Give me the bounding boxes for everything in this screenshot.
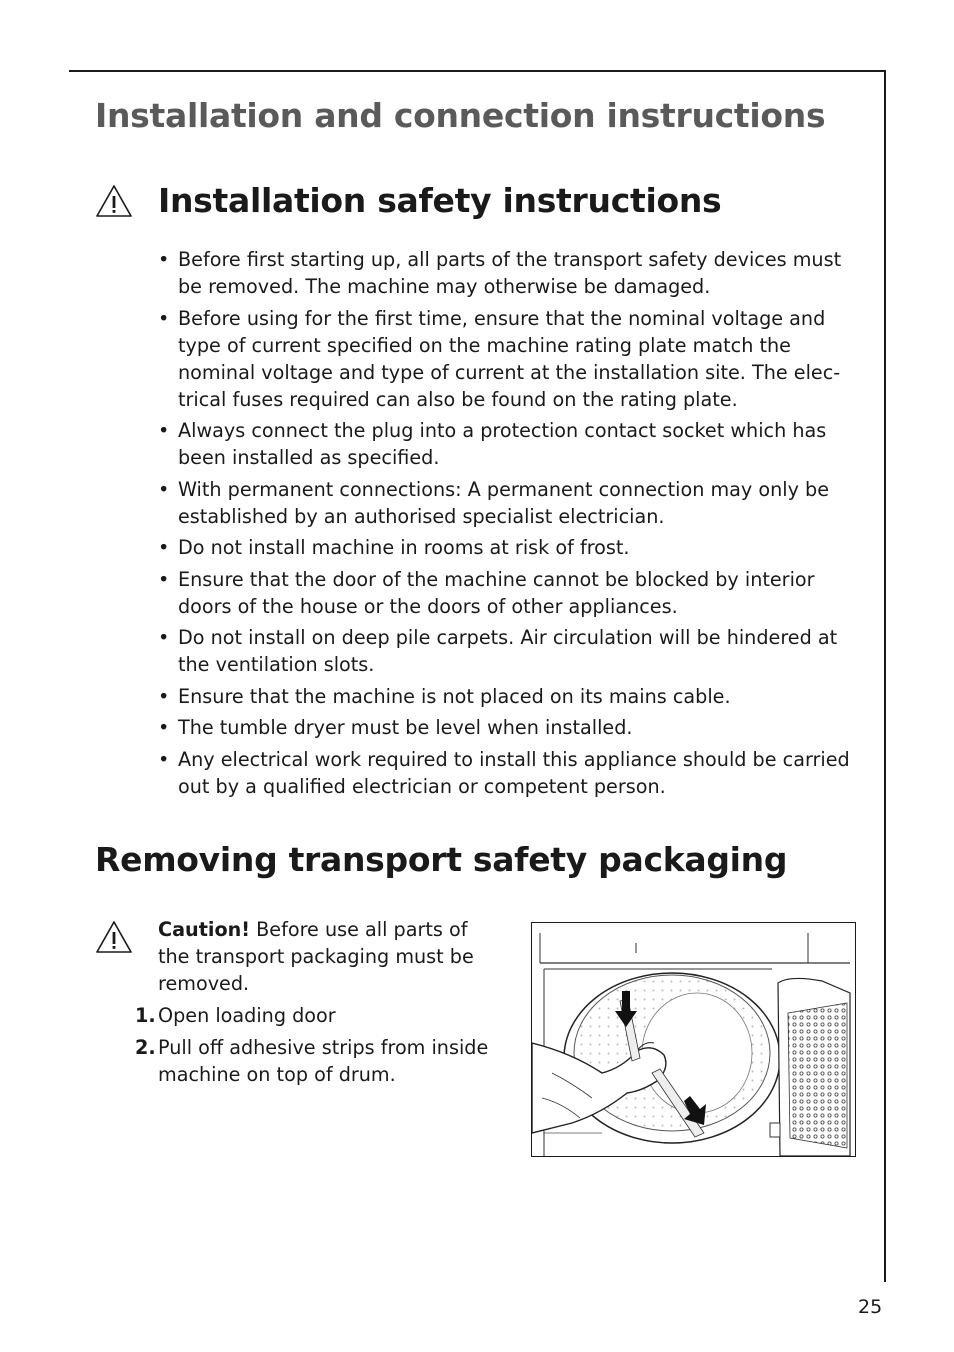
dryer-drum-illustration	[532, 923, 855, 1156]
step-text: Open loading door	[158, 1004, 336, 1027]
list-item: • Ensure that the machine is not placed on its mains cable.	[158, 683, 860, 710]
steps-list	[126, 1002, 516, 1092]
list-item: • Any electrical work required to install this appliance should be carried out by a qualified electrician or competent person.	[158, 746, 860, 800]
illustration-drum	[531, 922, 856, 1157]
top-rule	[69, 70, 886, 72]
list-item: • Do not install machine in rooms at risk of frost.	[158, 534, 860, 561]
caution-text: Before use all parts of the transport packaging must be removed.	[158, 918, 474, 995]
warning-triangle-icon	[95, 920, 133, 954]
page-number: 25	[858, 1296, 883, 1318]
step-text: Pull off adhesive strips from inside machine on top of drum.	[158, 1035, 489, 1086]
section-title: Installation and connection instructions	[95, 96, 826, 135]
step-number: 1.	[135, 1004, 156, 1027]
removing-heading: Removing transport safety packaging	[95, 840, 788, 879]
step-item	[126, 1034, 516, 1088]
list-item: • Ensure that the door of the machine cannot be blocked by interior doors of the house or the doors of other appliances.	[158, 566, 860, 620]
safety-heading: Installation safety instructions	[158, 181, 722, 220]
caution-label: Caution!	[158, 918, 251, 941]
list-item: • The tumble dryer must be level when installed.	[158, 714, 860, 741]
right-rule	[884, 70, 886, 1282]
list-item: • Before first starting up, all parts of the transport safety devices must be removed. The machine may otherwise be damaged.	[158, 246, 860, 300]
list-item: • Do not install on deep pile carpets. Air circulation will be hindered at the ventilation slots.	[158, 624, 860, 678]
step-item	[126, 1002, 516, 1029]
warning-triangle-icon	[95, 184, 133, 218]
caution-note	[158, 916, 503, 997]
list-item: • With permanent connections: A permanent connection may only be established by an authorised specialist electrician.	[158, 476, 860, 530]
step-number: 2.	[135, 1035, 156, 1059]
safety-list	[158, 246, 860, 804]
list-item: • Before using for the first time, ensure that the nominal voltage and type of current specified on the machine rating plate match the nominal voltage and type of current at the installation site. The elec-trical fuses required can also be found on the rating plate.	[158, 305, 860, 413]
list-item: • Always connect the plug into a protection contact socket which has been installed as specified.	[158, 417, 860, 471]
